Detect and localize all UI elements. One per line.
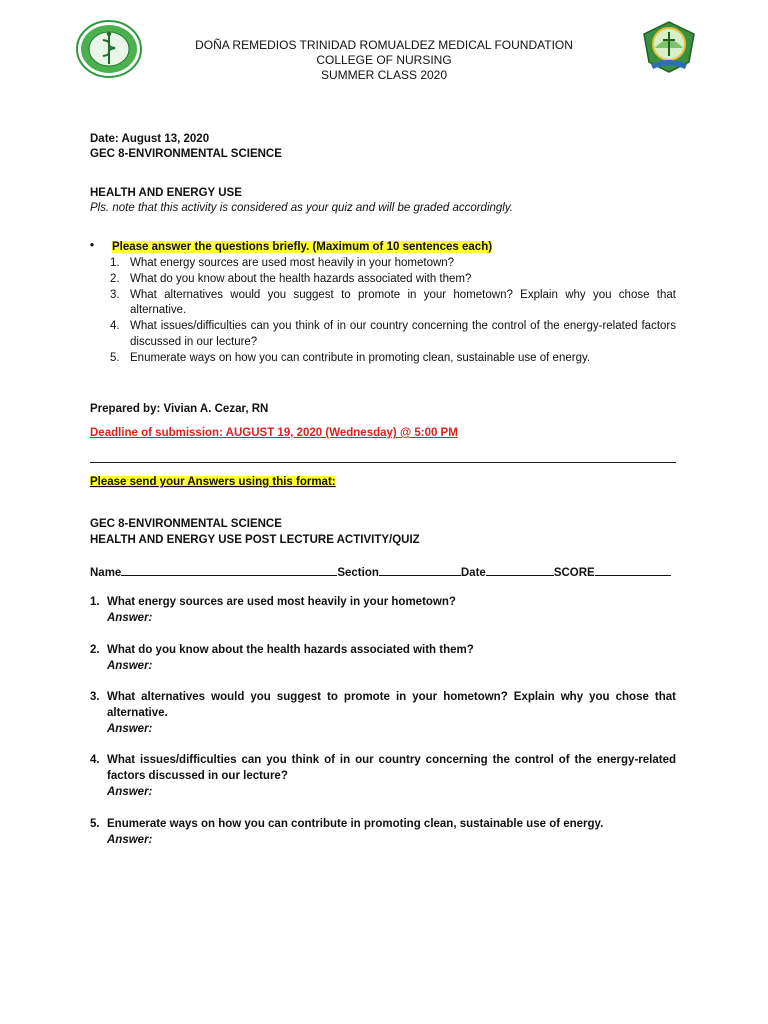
score-label: SCORE xyxy=(553,567,595,579)
question-list xyxy=(110,256,676,367)
answer-question-5: 5. Enumerate ways on how you can contribute in promoting clean, sustainable use of energy. Answer: xyxy=(90,816,676,848)
course-line: GEC 8-ENVIRONMENTAL SCIENCE xyxy=(90,148,282,160)
question-text: What do you know about the health hazards associated with them? xyxy=(107,644,474,656)
section-label: Section xyxy=(337,567,379,579)
answer-label: Answer: xyxy=(107,612,153,624)
deadline-wrap xyxy=(90,426,676,441)
student-info-line xyxy=(90,563,676,579)
format-course: GEC 8-ENVIRONMENTAL SCIENCE xyxy=(90,518,282,530)
date-label: Date xyxy=(460,567,486,579)
question-text: Enumerate ways on how you can contribute in promoting clean, sustainable use of energy. xyxy=(107,818,604,830)
answer-question-2: 2. What do you know about the health hazards associated with them? Answer: xyxy=(90,642,676,674)
activity-note: Pls. note that this activity is considered as your quiz and will be graded accordingly. xyxy=(90,202,513,214)
list-item: 3. What alternatives would you suggest to promote in your hometown? Explain why you chose that alternative. xyxy=(110,288,676,317)
meta-block xyxy=(90,132,676,162)
format-title-block xyxy=(90,516,676,548)
answer-label: Answer: xyxy=(107,834,153,846)
list-item: 1. What energy sources are used most heavily in your hometown? xyxy=(110,257,455,269)
divider-line xyxy=(90,462,676,463)
question-text: What energy sources are used most heavily in your hometown? xyxy=(107,596,456,608)
document-header xyxy=(0,38,768,83)
deadline-text: Deadline of submission: AUGUST 19, 2020 (Wednesday) @ 5:00 PM xyxy=(90,427,458,439)
format-heading: Please send your Answers using this format: xyxy=(90,476,336,488)
prepared-by: Prepared by: Vivian A. Cezar, RN xyxy=(90,403,269,415)
question-text: What issues/difficulties can you think of in our country concerning the control of the energy-related factors discussed in our lecture? xyxy=(107,754,676,782)
answer-question-3: 3. What alternatives would you suggest to promote in your hometown? Explain why you chose that alternative. Answer: xyxy=(90,691,676,735)
list-item: 2. What do you know about the health hazards associated with them? xyxy=(110,272,472,285)
list-item: 5. Enumerate ways on how you can contribute in promoting clean, sustainable use of energy. xyxy=(110,351,591,364)
activity-block xyxy=(90,186,676,216)
bullet-icon: • xyxy=(90,240,95,252)
instruction-heading: Please answer the questions briefly. (Maximum of 10 sentences each) xyxy=(112,241,493,253)
format-heading-wrap xyxy=(90,475,676,490)
name-field[interactable] xyxy=(121,563,337,576)
institution-name: DOÑA REMEDIOS TRINIDAD ROMUALDEZ MEDICAL FOUNDATION xyxy=(195,38,573,52)
class-name: SUMMER CLASS 2020 xyxy=(320,68,448,82)
answer-question-4: 4. What issues/difficulties can you think of in our country concerning the control of the energy-related factors discussed in our lecture? Answer: xyxy=(90,754,676,798)
college-name: COLLEGE OF NURSING xyxy=(316,53,452,67)
instruction-heading-wrap xyxy=(112,240,676,255)
answer-question-1: 1. What energy sources are used most heavily in your hometown? Answer: xyxy=(90,594,676,626)
answer-label: Answer: xyxy=(107,660,153,672)
question-text: What alternatives would you suggest to promote in your hometown? Explain why you chose that alternative. xyxy=(107,691,676,719)
date-field[interactable] xyxy=(486,563,554,576)
list-item: 4. What issues/difficulties can you think of in our country concerning the control of the energy-related factors discussed in our lecture? xyxy=(110,320,676,348)
answer-label: Answer: xyxy=(107,786,153,798)
section-field[interactable] xyxy=(379,563,461,576)
date-line: Date: August 13, 2020 xyxy=(90,133,210,145)
format-title: HEALTH AND ENERGY USE POST LECTURE ACTIVITY/QUIZ xyxy=(90,534,420,546)
name-label: Name xyxy=(90,567,122,579)
activity-title: HEALTH AND ENERGY USE xyxy=(90,187,242,199)
score-field[interactable] xyxy=(595,563,671,576)
answer-label: Answer: xyxy=(107,723,153,735)
